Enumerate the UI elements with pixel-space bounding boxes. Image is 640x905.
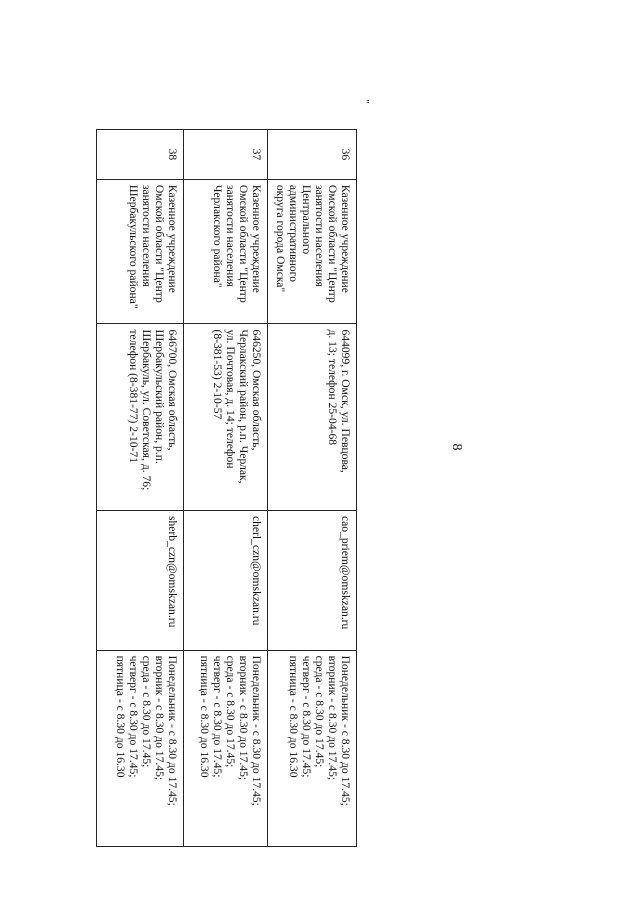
name-line: занятости населения <box>224 184 237 287</box>
address-line: (8-381-53) 2-10-57 <box>211 329 224 420</box>
address-line: ул. Почтовая, д. 14; телефон <box>224 329 237 469</box>
hours-line: четверг - с 8.30 до 17.45; <box>211 655 224 778</box>
hours-line: Понедельник - с 8.30 до 17.45; <box>250 655 263 806</box>
email-cell <box>184 511 267 651</box>
name-line: Омской области "Центр <box>153 184 166 303</box>
hours-cell <box>184 651 267 846</box>
hours-line: среда - с 8.30 до 17.45; <box>224 655 237 768</box>
address-line: Черлакский район, р.п. Черлак, <box>237 329 250 484</box>
name-line: Казенное учреждение <box>250 184 263 293</box>
corner-mark: " <box>358 99 371 104</box>
address-cell <box>268 324 356 510</box>
address-line: 644099, г. Омск, ул. Певцова, <box>339 329 352 473</box>
row-number: 36 <box>268 130 356 180</box>
address-line: телефон (8-381-77) 2-10-71 <box>127 329 140 463</box>
address-line: 646700, Омская область, <box>166 329 179 451</box>
name-line: Казенное учреждение <box>339 184 352 293</box>
email-text: sherb_czn@omskzan.ru <box>166 515 179 628</box>
name-line: занятости населения <box>313 184 326 287</box>
table-row <box>268 129 357 847</box>
name-line: Омской области "Центр <box>326 184 339 303</box>
name-line: Казенное учреждение <box>166 184 179 293</box>
name-line: административного <box>287 184 300 282</box>
hours-line: четверг - с 8.30 до 17.45; <box>127 655 140 778</box>
table-row <box>184 129 268 847</box>
table-row <box>96 129 184 847</box>
hours-line: пятница - с 8.30 до 16.30 <box>114 655 127 778</box>
hours-cell <box>268 651 356 846</box>
institution-name <box>184 180 267 325</box>
address-cell <box>97 324 183 510</box>
hours-line: вторник - с 8.30 до 17.45; <box>153 655 166 781</box>
institution-name <box>268 180 356 325</box>
email-text: cherl_czn@omskzan.ru <box>250 515 263 626</box>
hours-line: вторник - с 8.30 до 17.45; <box>237 655 250 781</box>
row-number: 37 <box>184 130 267 180</box>
email-text: cao_priem@omskzan.ru <box>339 515 352 630</box>
hours-line: среда - с 8.30 до 17.45; <box>140 655 153 768</box>
institution-name <box>97 180 183 325</box>
name-line: Черлакского района" <box>211 184 224 288</box>
email-cell <box>97 511 183 651</box>
email-cell <box>268 511 356 651</box>
employment-centers-table <box>98 129 357 847</box>
hours-line: четверг - с 8.30 до 17.45; <box>300 655 313 778</box>
hours-line: Понедельник - с 8.30 до 17.45; <box>166 655 179 806</box>
address-cell <box>184 324 267 510</box>
hours-cell <box>97 651 183 846</box>
address-line: д. 13; телефон 25-04-68 <box>326 329 339 446</box>
address-line: Шербакульский район, р.п. <box>153 329 166 464</box>
hours-line: среда - с 8.30 до 17.45; <box>313 655 326 768</box>
page-number: 8 <box>449 443 464 451</box>
name-line: округа города Омска" <box>274 184 287 293</box>
name-line: Шербакульского района" <box>127 184 140 309</box>
hours-line: вторник - с 8.30 до 17.45; <box>326 655 339 781</box>
row-number: 38 <box>97 130 183 180</box>
name-line: Центрального <box>300 184 313 255</box>
name-line: Омской области "Центр <box>237 184 250 303</box>
address-line: 646250, Омская область, <box>250 329 263 451</box>
hours-line: пятница - с 8.30 до 16.30 <box>198 655 211 778</box>
hours-line: пятница - с 8.30 до 16.30 <box>287 655 300 778</box>
hours-line: Понедельник - с 8.30 до 17.45; <box>339 655 352 806</box>
name-line: занятости населения <box>140 184 153 287</box>
address-line: Шербакуль, ул. Советская, д. 76; <box>140 329 153 491</box>
